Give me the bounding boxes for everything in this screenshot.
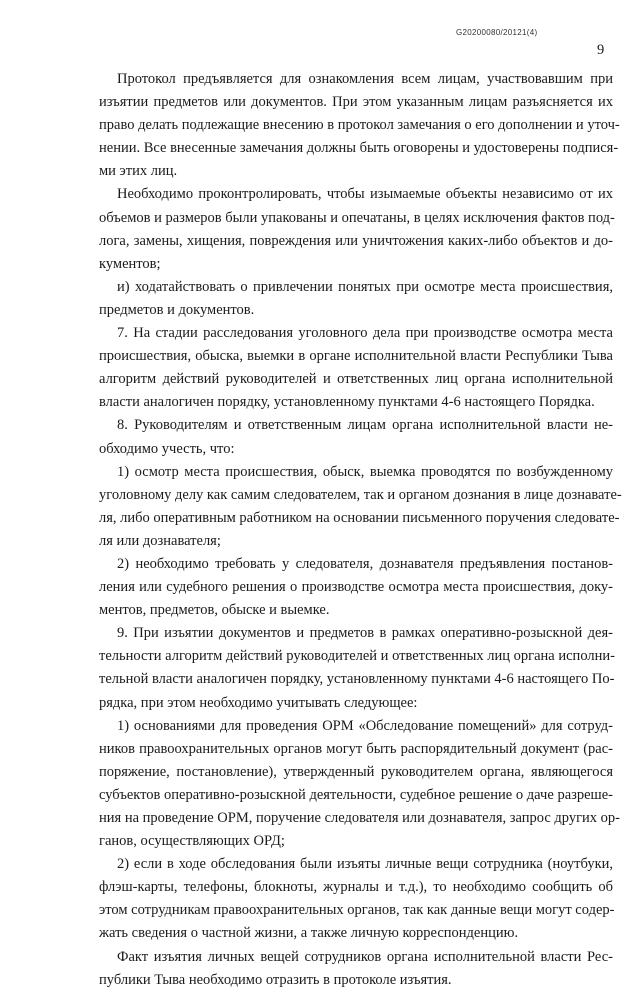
text-line: ников правоохранительных органов могут быть распорядительный документ (рас- <box>99 740 613 757</box>
paragraph-section-7 <box>99 322 613 414</box>
text-line: алгоритм действий руководителей и ответственных лиц органа исполнительной <box>99 371 613 388</box>
text-line: Факт изъятия личных вещей сотрудников органа исполнительной власти Рес- <box>117 948 613 965</box>
text-line: объемов и размеров были упакованы и опечатаны, в целях исключения фактов под- <box>99 209 615 226</box>
text-line: 2) если в ходе обследования были изъяты личные вещи сотрудника (ноутбуки, <box>117 856 613 873</box>
text-line: поряжение, постановление), утвержденный руководителем органа, являющегося <box>99 763 613 780</box>
text-line: обходимо учесть, что: <box>99 440 235 457</box>
text-line: Протокол предъявляется для ознакомления всем лицам, участвовавшим при <box>117 71 613 87</box>
text-line: этом сотрудникам правоохранительных органов, так как данные вещи могут содер- <box>99 902 615 919</box>
text-line: субъектов оперативно-розыскной деятельности, судебное решение о даче разреше- <box>99 786 613 803</box>
text-line: 1) основаниями для проведения ОРМ «Обследование помещений» для сотруд- <box>117 717 613 734</box>
paragraph-personal-items-record <box>99 946 613 992</box>
text-line: ганов, осуществляющих ОРД; <box>99 833 285 850</box>
text-line: тельной власти аналогичен порядку, установленному пунктами 4-6 настоящего По- <box>99 671 615 688</box>
paragraph-section-8 <box>99 414 613 460</box>
text-line: ния на проведение ОРМ, поручение следователя или дознавателя, запрос других ор- <box>99 810 620 826</box>
text-line: тельности алгоритм действий руководителей и ответственных лиц органа исполни- <box>99 648 615 665</box>
text-line: лога, замены, хищения, повреждения или уничтожения каких-либо объектов и до- <box>99 232 613 249</box>
paragraph-section-9-item-2 <box>99 853 613 945</box>
text-line: право делать подлежащие внесению в протокол замечания о его дополнении и уточ- <box>99 117 620 134</box>
paragraph-item-i <box>99 276 613 322</box>
text-line: 2) необходимо требовать у следователя, дознавателя предъявления постанов- <box>117 555 613 572</box>
text-line: ля или дознавателя; <box>99 532 221 549</box>
text-line: ментов, предметов, обыске и выемке. <box>99 602 330 619</box>
document-id: G20200080/20121(4) <box>456 28 538 37</box>
paragraph-section-8-item-2 <box>99 553 613 622</box>
text-line: 7. На стадии расследования уголовного дела при производстве осмотра места <box>117 325 613 342</box>
text-line: ления или судебного решения о производстве осмотра места происшествия, доку- <box>99 579 613 596</box>
paragraph-section-9-item-1 <box>99 715 620 854</box>
text-line: и) ходатайствовать о привлечении понятых при осмотре места происшествия, <box>117 278 613 295</box>
paragraph-section-8-item-1 <box>99 461 622 553</box>
paragraph-protocol-presentation <box>99 68 620 183</box>
text-line: кументов; <box>99 255 161 272</box>
paragraph-section-9 <box>99 622 613 714</box>
text-line: Необходимо проконтролировать, чтобы изымаемые объекты независимо от их <box>117 186 613 203</box>
text-line: флэш-карты, телефоны, блокноты, журналы и т.д.), то необходимо сообщить об <box>99 879 613 896</box>
text-line: нении. Все внесенные замечания должны быть оговорены и удостоверены подпися- <box>99 140 619 157</box>
text-line: предметов и документов. <box>99 301 255 318</box>
text-line: уголовному делу как самим следователем, так и органом дознания в лице дознавате- <box>99 486 622 503</box>
text-line: 8. Руководителям и ответственным лицам органа исполнительной власти не- <box>117 417 613 434</box>
text-line: изъятии предметов или документов. При этом указанным лицам разъясняется их <box>99 94 613 111</box>
text-line: ля, либо оперативным работником на основании письменного поручения следовате- <box>99 509 620 526</box>
text-line: ми этих лиц. <box>99 163 178 180</box>
text-line: рядка, при этом необходимо учитывать следующее: <box>99 694 418 711</box>
document-body <box>99 68 622 992</box>
text-line: 1) осмотр места происшествия, обыск, выемка проводятся по возбужденному <box>117 463 613 480</box>
text-line: 9. При изъятии документов и предметов в рамках оперативно-розыскной дея- <box>117 625 613 642</box>
paragraph-packaging-control <box>99 183 613 275</box>
text-line: публики Тыва необходимо отразить в протоколе изъятия. <box>99 971 452 988</box>
text-line: власти аналогичен порядку, установленному пунктами 4-6 настоящего Порядка. <box>99 394 595 411</box>
page-number: 9 <box>597 42 605 58</box>
text-line: происшествия, обыска, выемки в органе исполнительной власти Республики Тыва <box>99 348 613 365</box>
text-line: жать сведения о частной жизни, а также личную корреспонденцию. <box>99 925 519 942</box>
